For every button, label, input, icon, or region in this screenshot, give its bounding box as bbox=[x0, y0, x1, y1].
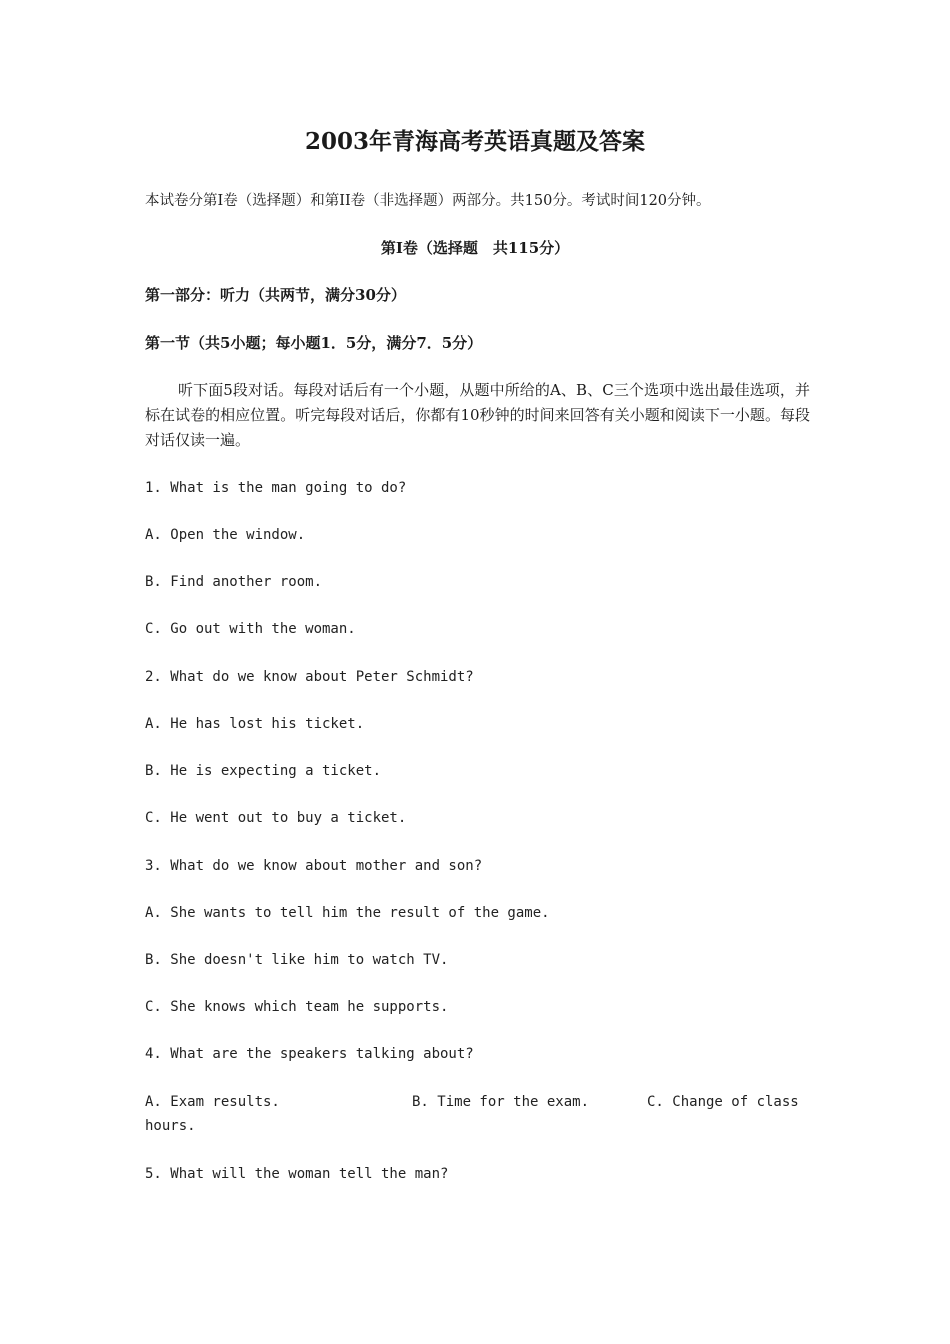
part-heading: 第一部分：听力（共两节，满分30分） bbox=[145, 286, 406, 304]
answer-option: A. Exam results. bbox=[145, 1094, 280, 1110]
answer-option: B. Find another room. bbox=[145, 574, 323, 590]
question-stem: 2. What do we know about Peter Schmidt? bbox=[145, 669, 474, 685]
answer-option: B. Time for the exam. bbox=[412, 1094, 590, 1110]
volume-heading: 第Ⅰ卷（选择题 共115分） bbox=[380, 239, 570, 257]
question-stem: 1. What is the man going to do? bbox=[145, 480, 407, 496]
answer-option: A. Open the window. bbox=[145, 527, 306, 543]
exam-intro: 本试卷分第Ⅰ卷（选择题）和第II卷（非选择题）两部分。共150分。考试时间120分钟。 bbox=[145, 193, 711, 209]
question-stem: 4. What are the speakers talking about? bbox=[145, 1046, 474, 1062]
answer-option: A. She wants to tell him the result of the game. bbox=[145, 905, 550, 921]
answer-option-continuation: hours. bbox=[145, 1118, 196, 1134]
question-stem: 5. What will the woman tell the man? bbox=[145, 1166, 449, 1182]
answer-option: C. He went out to buy a ticket. bbox=[145, 810, 407, 826]
listening-instructions: 听下面5段对话。每段对话后有一个小题，从题中所给的A、B、C三个选项中选出最佳选项，并标在试卷的相应位置。听完每段对话后，你都有10秒钟的时间来回答有关小题和阅读下一小题。每段对话仅读一遍。 bbox=[145, 381, 810, 449]
answer-option: B. She doesn't like him to watch TV. bbox=[145, 952, 449, 968]
section-heading: 第一节（共5小题；每小题1．5分，满分7．5分） bbox=[145, 334, 483, 352]
answer-option: C. Go out with the woman. bbox=[145, 621, 356, 637]
answer-option: C. She knows which team he supports. bbox=[145, 999, 449, 1015]
question-stem: 3. What do we know about mother and son? bbox=[145, 858, 483, 874]
document-title: 2003年青海高考英语真题及答案 bbox=[304, 128, 645, 155]
answer-option: A. He has lost his ticket. bbox=[145, 716, 365, 732]
answer-option: C. Change of class bbox=[647, 1094, 799, 1110]
answer-option: B. He is expecting a ticket. bbox=[145, 763, 382, 779]
